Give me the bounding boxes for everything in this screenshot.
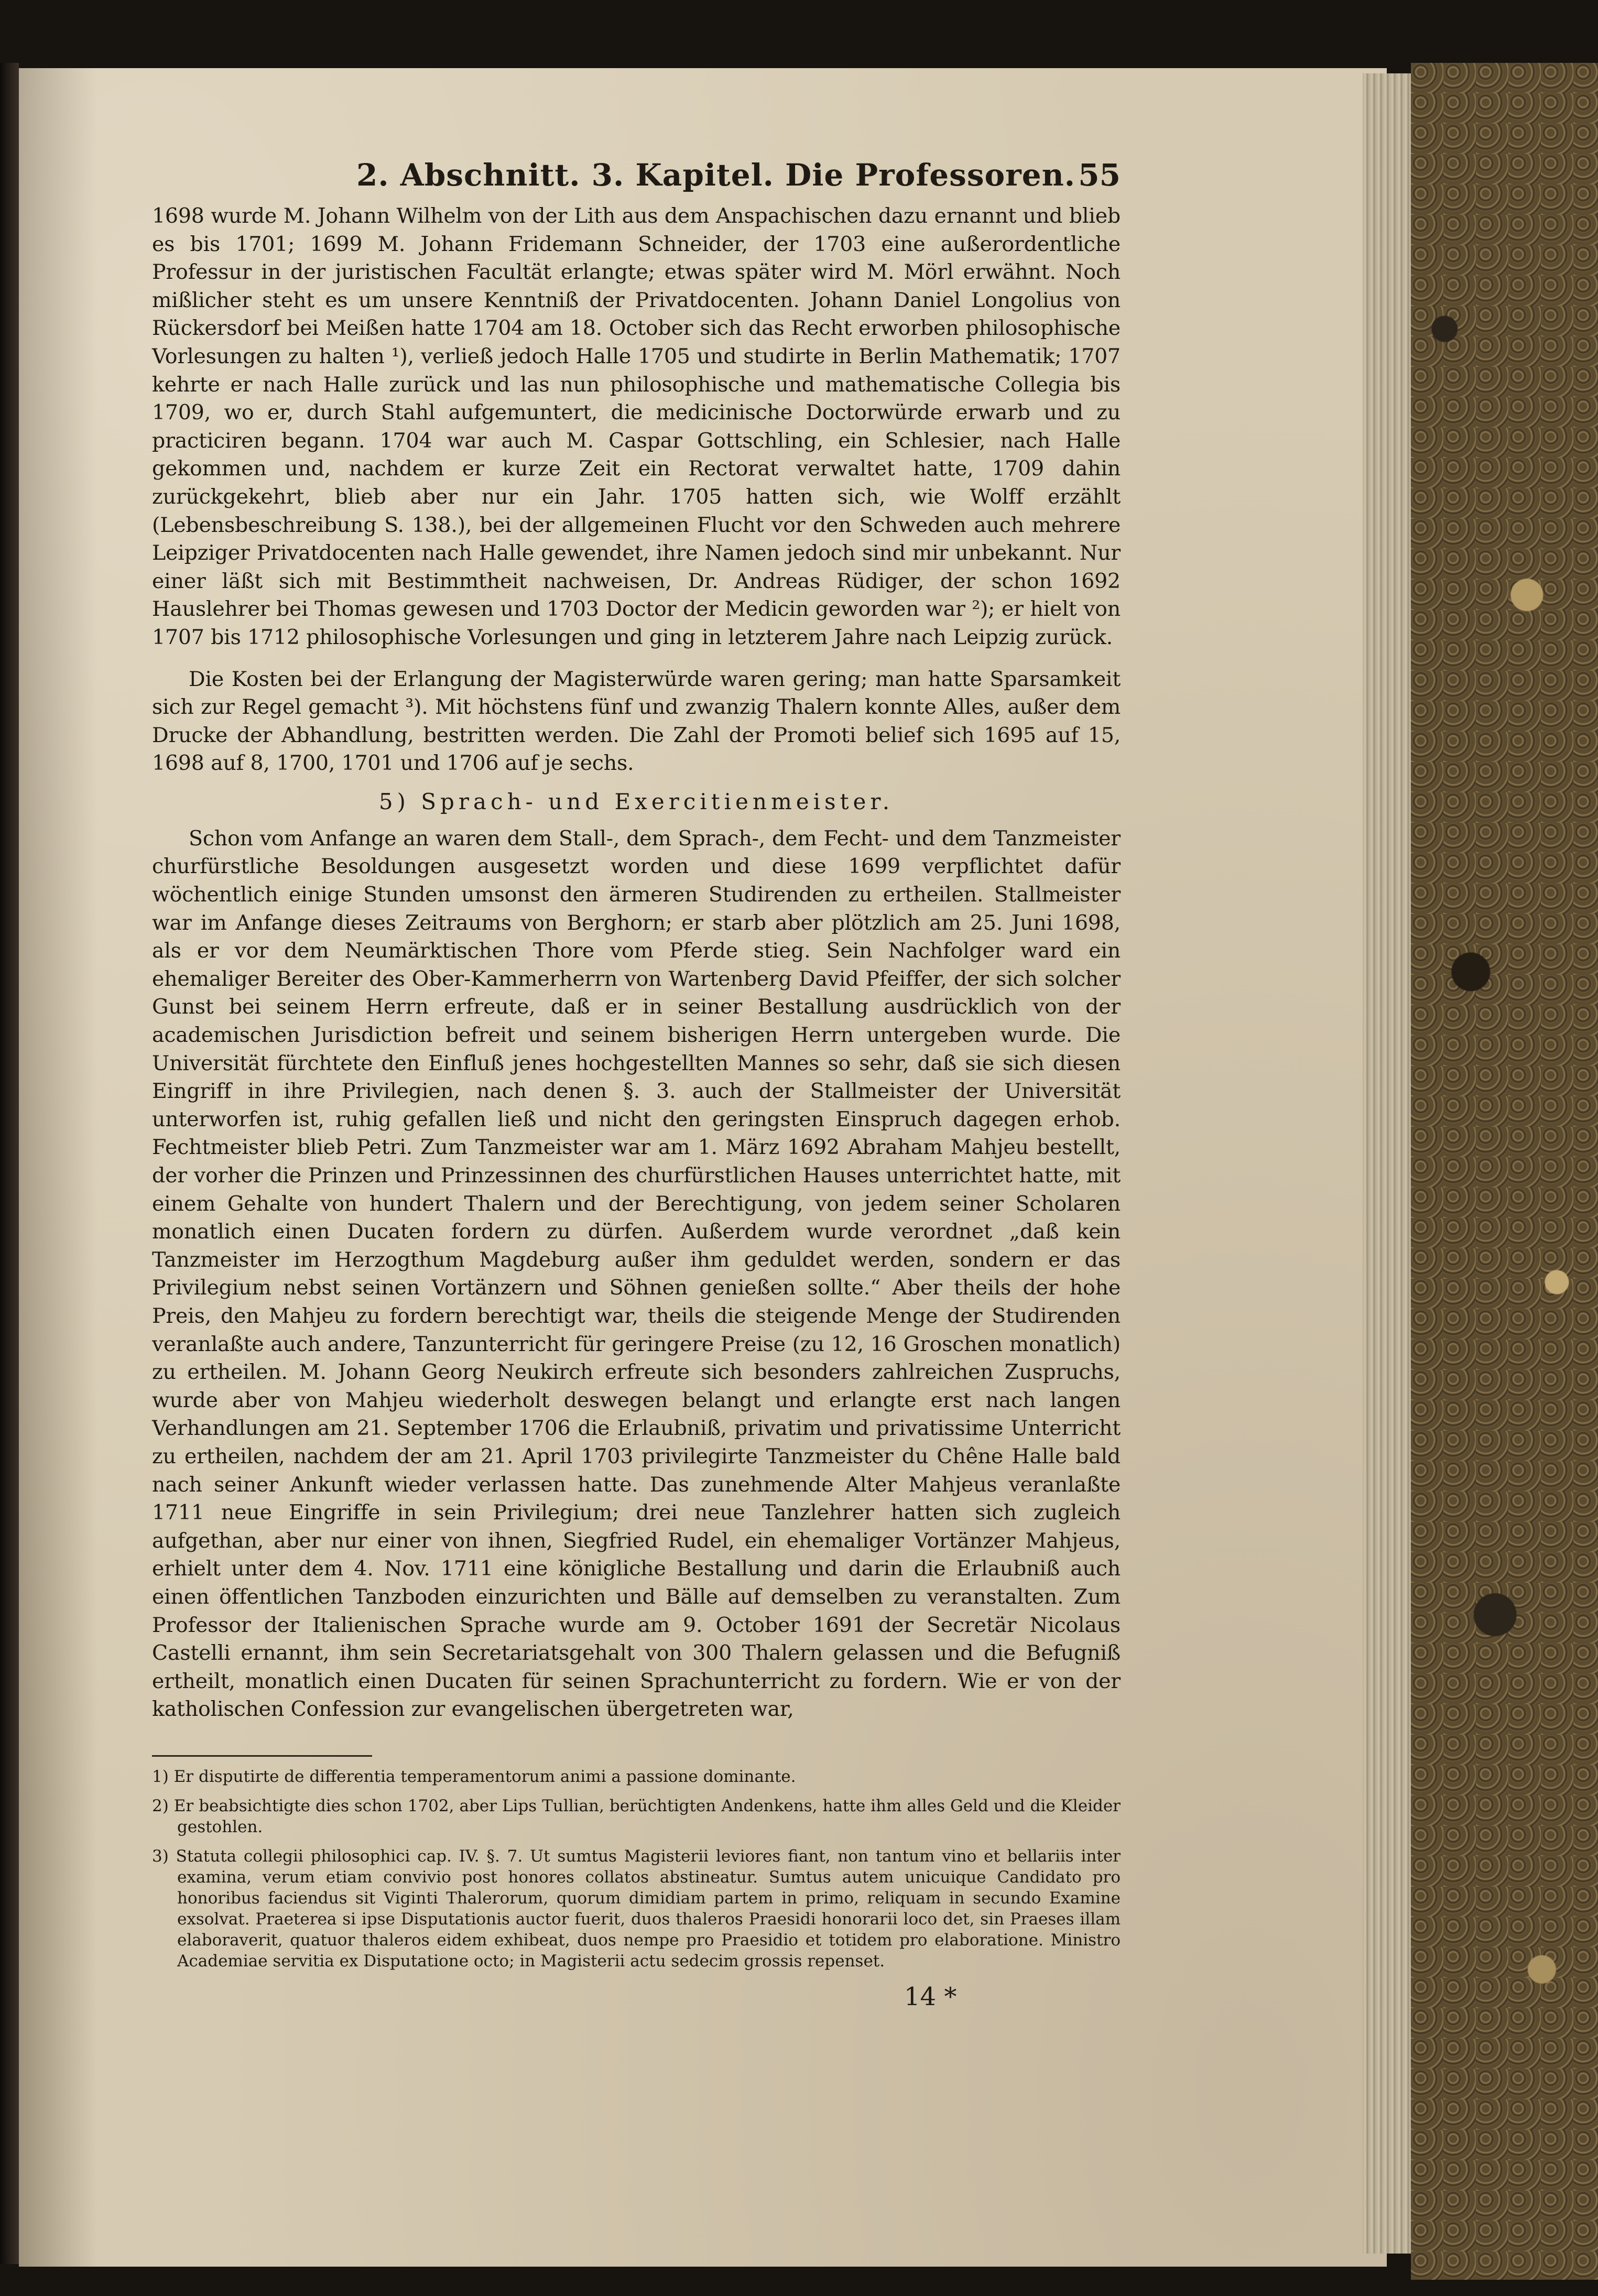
running-head — [152, 152, 1121, 202]
footnote: 3) Statuta collegii philosophici cap. IV. §. 7. Ut sumtus Magisterii leviores fiant, non tantum vino et bellariis inter examina, verum etiam convivio post honores collatos abstineatur. Sumtus autem unicuique Candidato pro honoribus faciendus sit Viginti Thalerorum, quorum dimidiam partem in primo, reliquam in secundo Examine exsolvat. Praeterea si ipse Disputationis auctor fuerit, duos thaleros Praesidi honorarii loco det, sin Praeses illam elaboraverit, quatuor thaleros eidem exhibeat, duos nempe pro Praesidio et totidem pro elaboratione. Ministro Academiae servitia ex Disputatione octo; in Magisterii actu sedecim grossis repenset. — [152, 1846, 1121, 1971]
paragraph: Schon vom Anfange an waren dem Stall-, dem Sprach-, dem Fecht- und dem Tanzmeister churfürstliche Besoldungen ausgesetzt worden und diese 1699 verpflichtet dafür wöchentlich einige Stunden umsonst den ärmeren Studirenden zu ertheilen. Stallmeister war im Anfange dieses Zeitraums von Berghorn; er starb aber plötzlich am 25. Juni 1698, als er vor dem Neumärktischen Thore vom Pferde stieg. Sein Nachfolger ward ein ehemaliger Bereiter des Ober-Kammerherrn von Wartenberg David Pfeiffer, der sich solcher Gunst bei seinem Herrn erfreute, daß er in seiner Bestallung ausdrücklich von der academischen Jurisdiction befreit und seinem bisherigen Herrn untergeben wurde. Die Universität fürchtete den Einfluß jenes hochgestellten Mannes so sehr, daß sie sich diesen Eingriff in ihre Privilegien, nach denen §. 3. auch der Stallmeister der Universität unterworfen ist, ruhig gefallen ließ und nicht den geringsten Einspruch dagegen erhob. Fechtmeister blieb Petri. Zum Tanzmeister war am 1. März 1692 Abraham Mahjeu bestellt, der vorher die Prinzen und Prinzessinnen des churfürstlichen Hauses unterrichtet hatte, mit einem Gehalte von hundert Thalern und der Berechtigung, von jedem seiner Scholaren monatlich einen Ducaten fordern zu dürfen. Außerdem wurde verordnet „daß kein Tanzmeister im Herzogthum Magdeburg außer ihm geduldet werden, sondern er das Privilegium nebst seinen Vortänzern und Söhnen genießen sollte.“ Aber theils der hohe Preis, den Mahjeu zu fordern berechtigt war, theils die steigende Menge der Studirenden veranlaßte auch andere, Tanzunterricht für geringere Preise (zu 12, 16 Groschen monatlich) zu ertheilen. M. Johann Georg Neukirch erfreute sich besonders zahlreichen Zuspruchs, wurde aber von Mahjeu wiederholt deswegen belangt und erlangte erst nach langen Verhandlungen am 21. September 1706 die Erlaubniß, privatim und privatissime Unterricht zu ertheilen, nachdem der am 21. April 1703 privilegirte Tanzmeister du Chêne Halle bald nach seiner Ankunft wieder verlassen hatte. Das zunehmende Alter Mahjeus veranlaßte 1711 neue Eingriffe in sein Privilegium; drei neue Tanzlehrer hatten sich zugleich aufgethan, aber nur einer von ihnen, Siegfried Rudel, ein ehemaliger Vortänzer Mahjeus, erhielt unter dem 4. Nov. 1711 eine königliche Bestallung und darin die Erlaubniß auch einen öffentlichen Tanzboden einzurichten und Bälle auf demselben zu veranstalten. Zum Professor der Italienischen Sprache wurde am 9. October 1691 der Secretär Nicolaus Castelli ernannt, ihm sein Secretariatsgehalt von 300 Thalern gelassen und die Befugniß ertheilt, monatlich einen Ducaten für seinen Sprachunterricht zu fordern. Wie er von der katholischen Confession zur evangelischen übergetreten war, — [152, 826, 1121, 1722]
page-number: 55 — [1078, 157, 1121, 193]
footnotes — [152, 1766, 1121, 1972]
paragraph: 1698 wurde M. Johann Wilhelm von der Lith aus dem Anspachischen dazu ernannt und blieb es bis 1701; 1699 M. Johann Fridemann Schneider, der 1703 eine außerordentliche Professur in der juristischen Facultät erlangte; etwas später wird M. Mörl erwähnt. Noch mißlicher steht es um unsere Kenntniß der Privatdocenten. Johann Daniel Longolius von Rückersdorf bei Meißen hatte 1704 am 18. October sich das Recht erworben philosophische Vorlesungen zu halten ¹), verließ jedoch Halle 1705 und studirte in Berlin Mathematik; 1707 kehrte er nach Halle zurück und las nun philosophische und mathematische Collegia bis 1709, wo er, durch Stahl aufgemuntert, die medicinische Doctorwürde erwarb und zu practiciren begann. 1704 war auch M. Caspar Gottschling, ein Schlesier, nach Halle gekommen und, nachdem er kurze Zeit ein Rectorat verwaltet hatte, 1709 dahin zurückgekehrt, blieb aber nur ein Jahr. 1705 hatten sich, wie Wolff erzählt (Lebensbeschreibung S. 138.), bei der allgemeinen Flucht vor den Schweden auch mehrere Leipziger Privatdocenten nach Halle gewendet, ihre Namen jedoch sind mir unbekannt. Nur einer läßt sich mit Bestimmtheit nachweisen, Dr. Andreas Rüdiger, der schon 1692 Hauslehrer bei Thomas gewesen und 1703 Doctor der Medicin geworden war ²); er hielt von 1707 bis 1712 philosophische Vorlesungen und ging in letzterem Jahre nach Leipzig zurück. — [152, 204, 1121, 649]
section-heading: 5) Sprach- und Exercitienmeister. — [378, 788, 894, 814]
page-edges — [1363, 73, 1411, 2254]
marbled-cover — [1411, 63, 1598, 2280]
footnote: 2) Er beabsichtigte dies schon 1702, aber Lips Tullian, berüchtigten Andenkens, hatte ihm alles Geld und die Kleider gestohlen. — [152, 1796, 1121, 1836]
book-gutter-left — [0, 63, 19, 2264]
paragraph: Die Kosten bei der Erlangung der Magisterwürde waren gering; man hatte Sparsamkeit sich zur Regel gemacht ³). Mit höchstens fünf und zwanzig Thalern konnte Alles, außer dem Drucke der Abhandlung, bestritten werden. Die Zahl der Promoti belief sich 1695 auf 15, 1698 auf 8, 1700, 1701 und 1706 auf je sechs. — [152, 667, 1121, 776]
signature-mark: 14 * — [904, 1982, 957, 2011]
page-text — [152, 152, 1121, 2014]
running-head-title: 2. Abschnitt. 3. Kapitel. Die Professoren. — [356, 157, 1075, 193]
body-text — [152, 202, 1121, 1724]
footnote-rule — [152, 1755, 372, 1757]
signature-mark-row — [152, 1982, 1121, 2014]
footnote: 1) Er disputirte de differentia temperamentorum animi a passione dominante. — [152, 1767, 796, 1786]
